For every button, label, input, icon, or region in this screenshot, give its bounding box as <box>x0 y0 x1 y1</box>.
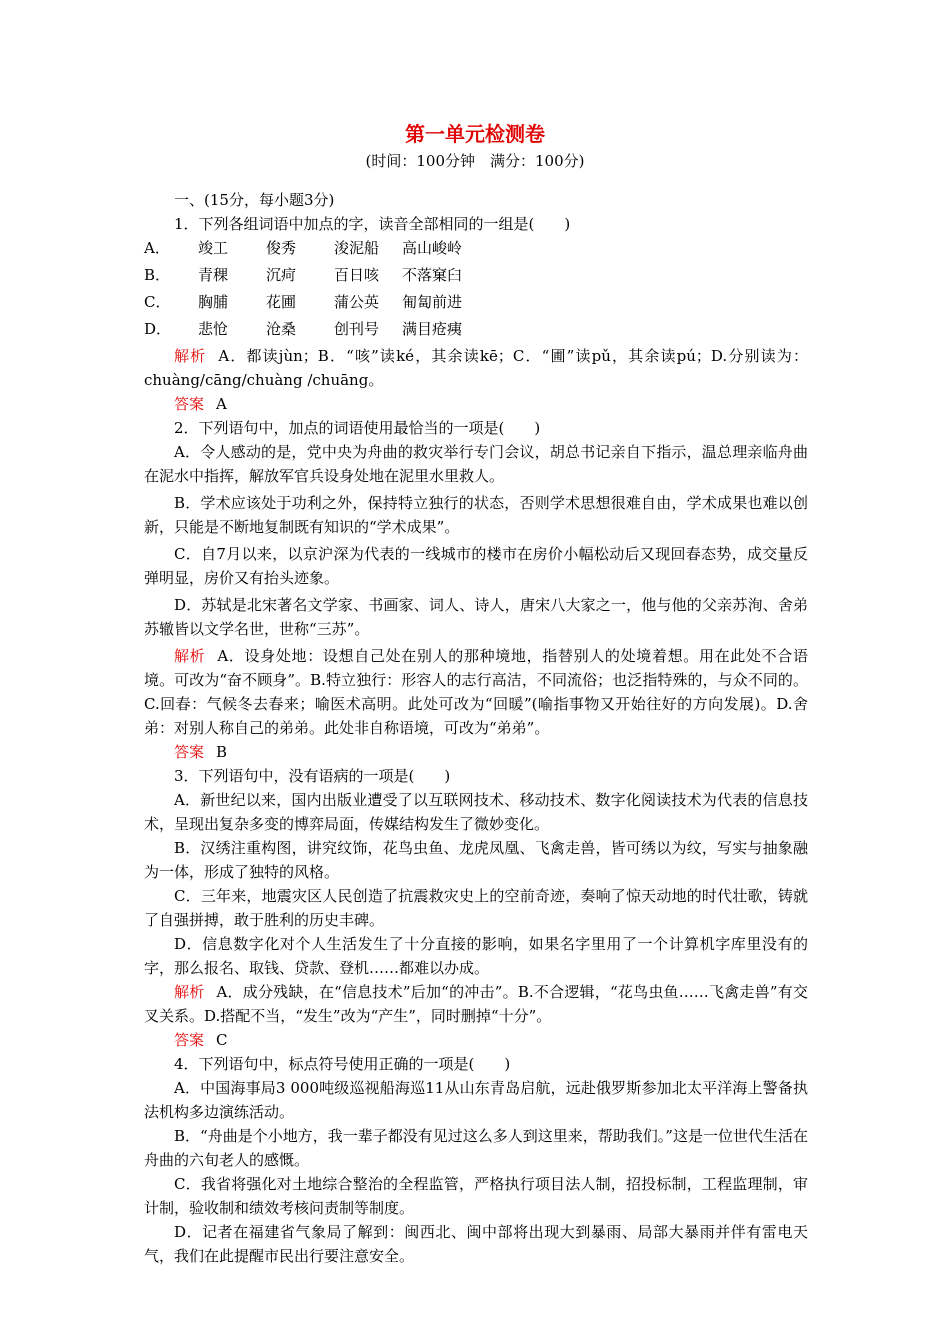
q4-option-b: B．“舟曲是个小地方，我一辈子都没有见过这么多人到这里来，帮助我们。”这是一位世代生活在舟曲的六旬老人的感慨。 <box>144 1127 808 1169</box>
q3-option-b: B．汉绣注重构图，讲究纹饰，花鸟虫鱼、龙虎凤凰、飞禽走兽，皆可绣以为纹，写实与抽象融为一体，形成了独特的风格。 <box>144 839 808 881</box>
q1-option-a: A． 竣工 俊秀 浚泥船 高山峻岭 <box>144 239 463 257</box>
answer-label: 答案 <box>174 743 205 761</box>
q1-option-c: C． 胸脯 花圃 蒲公英 匍匐前进 <box>144 293 463 311</box>
q1-option-b: B． 青稞 沉疴 百日咳 不落窠臼 <box>144 266 463 284</box>
q3-option-c: C．三年来，地震灾区人民创造了抗震救灾史上的空前奇迹，奏响了惊天动地的时代壮歌，铸就了自强拼搏，敢于胜利的历史丰碑。 <box>144 887 808 929</box>
q2-option-b: B．学术应该处于功利之外，保持特立独行的状态，否则学术思想很难自由，学术成果也难以创新，只能是不断地复制既有知识的“学术成果”。 <box>144 494 808 536</box>
q1-stem: 1．下列各组词语中加点的字，读音全部相同的一组是( ) <box>174 215 571 233</box>
q2-option-c: C．自7月以来，以京沪深为代表的一线城市的楼市在房价小幅松动后又现回春态势，成交量反弹明显，房价又有抬头迹象。 <box>144 545 808 587</box>
q4-stem: 4．下列语句中，标点符号使用正确的一项是( ) <box>174 1055 511 1073</box>
q4-option-d: D．记者在福建省气象局了解到：闽西北、闽中部将出现大到暴雨、局部大暴雨并伴有雷电天气，我们在此提醒市民出行要注意安全。 <box>144 1223 808 1265</box>
q4-option-a: A．中国海事局3 000吨级巡视船海巡11从山东青岛启航，远赴俄罗斯参加北太平洋海上警备执法机构多边演练活动。 <box>144 1079 808 1121</box>
analysis-label: 解析 <box>174 647 206 665</box>
q2-answer: 答案 B <box>174 743 228 761</box>
section-heading: 一、(15分，每小题3分) <box>174 191 335 209</box>
q2-analysis: 解析 A．设身处地：设想自己处在别人的那种境地，指替别人的处境着想。用在此处不合语境。可改为“奋不顾身”。B.特立独行：形容人的志行高洁，不同流俗；也泛指特殊的，与众不同的。C.回春：气候冬去春来；喻医术高明。此处可改为“回暖”(喻指事物又开始往好的方向发展)。D.舍弟：对别人称自己的弟弟。此处非自称语境，可改为“弟弟”。 <box>144 647 808 737</box>
q3-answer: 答案 C <box>174 1031 228 1049</box>
q3-analysis: 解析 A．成分残缺，在“信息技术”后加“的冲击”。B.不合逻辑，“花鸟虫鱼……飞禽走兽”有交叉关系。D.搭配不当，“发生”改为“产生”，同时删掉“十分”。 <box>144 983 808 1025</box>
page-title: 第一单元检测卷 <box>405 122 545 146</box>
q1-options <box>144 236 808 341</box>
q3-option-d: D．信息数字化对个人生活发生了十分直接的影响，如果名字里用了一个计算机字库里没有的字，那么报名、取钱、贷款、登机……都难以办成。 <box>144 935 808 977</box>
page-subtitle: (时间：100分钟 满分：100分) <box>365 152 585 170</box>
q4-option-c: C．我省将强化对土地综合整治的全程监管，严格执行项目法人制，招投标制，工程监理制，审计制，验收制和绩效考核问责制等制度。 <box>144 1175 808 1217</box>
q1-option-d: D． 悲怆 沧桑 创刊号 满目疮痍 <box>144 320 463 338</box>
q2-option-a: A．令人感动的是，党中央为舟曲的救灾举行专门会议，胡总书记亲自下指示，温总理亲临舟曲在泥水中指挥，解放军官兵设身处地在泥里水里救人。 <box>144 443 808 485</box>
analysis-label: 解析 <box>174 347 207 365</box>
q3-option-a: A．新世纪以来，国内出版业遭受了以互联网技术、移动技术、数字化阅读技术为代表的信息技术，呈现出复杂多变的博弈局面，传媒结构发生了微妙变化。 <box>144 791 808 833</box>
q2-stem: 2．下列语句中，加点的词语使用最恰当的一项是( ) <box>174 419 541 437</box>
answer-label: 答案 <box>174 395 205 413</box>
q1-answer: 答案 A <box>174 395 227 413</box>
analysis-label: 解析 <box>174 983 205 1001</box>
document-body <box>144 188 808 1268</box>
q3-stem: 3．下列语句中，没有语病的一项是( ) <box>174 767 451 785</box>
q2-option-d: D．苏轼是北宋著名文学家、书画家、词人、诗人，唐宋八大家之一，他与他的父亲苏洵、舍弟苏辙皆以文学名世，世称“三苏”。 <box>144 596 808 638</box>
answer-label: 答案 <box>174 1031 205 1049</box>
q1-analysis: 解析 A．都读jùn；B．“咳”读ké，其余读kē；C．“圃”读pǔ，其余读pú；D.分别读为：chuàng/cāng/chuàng /chuāng。 <box>144 347 808 389</box>
